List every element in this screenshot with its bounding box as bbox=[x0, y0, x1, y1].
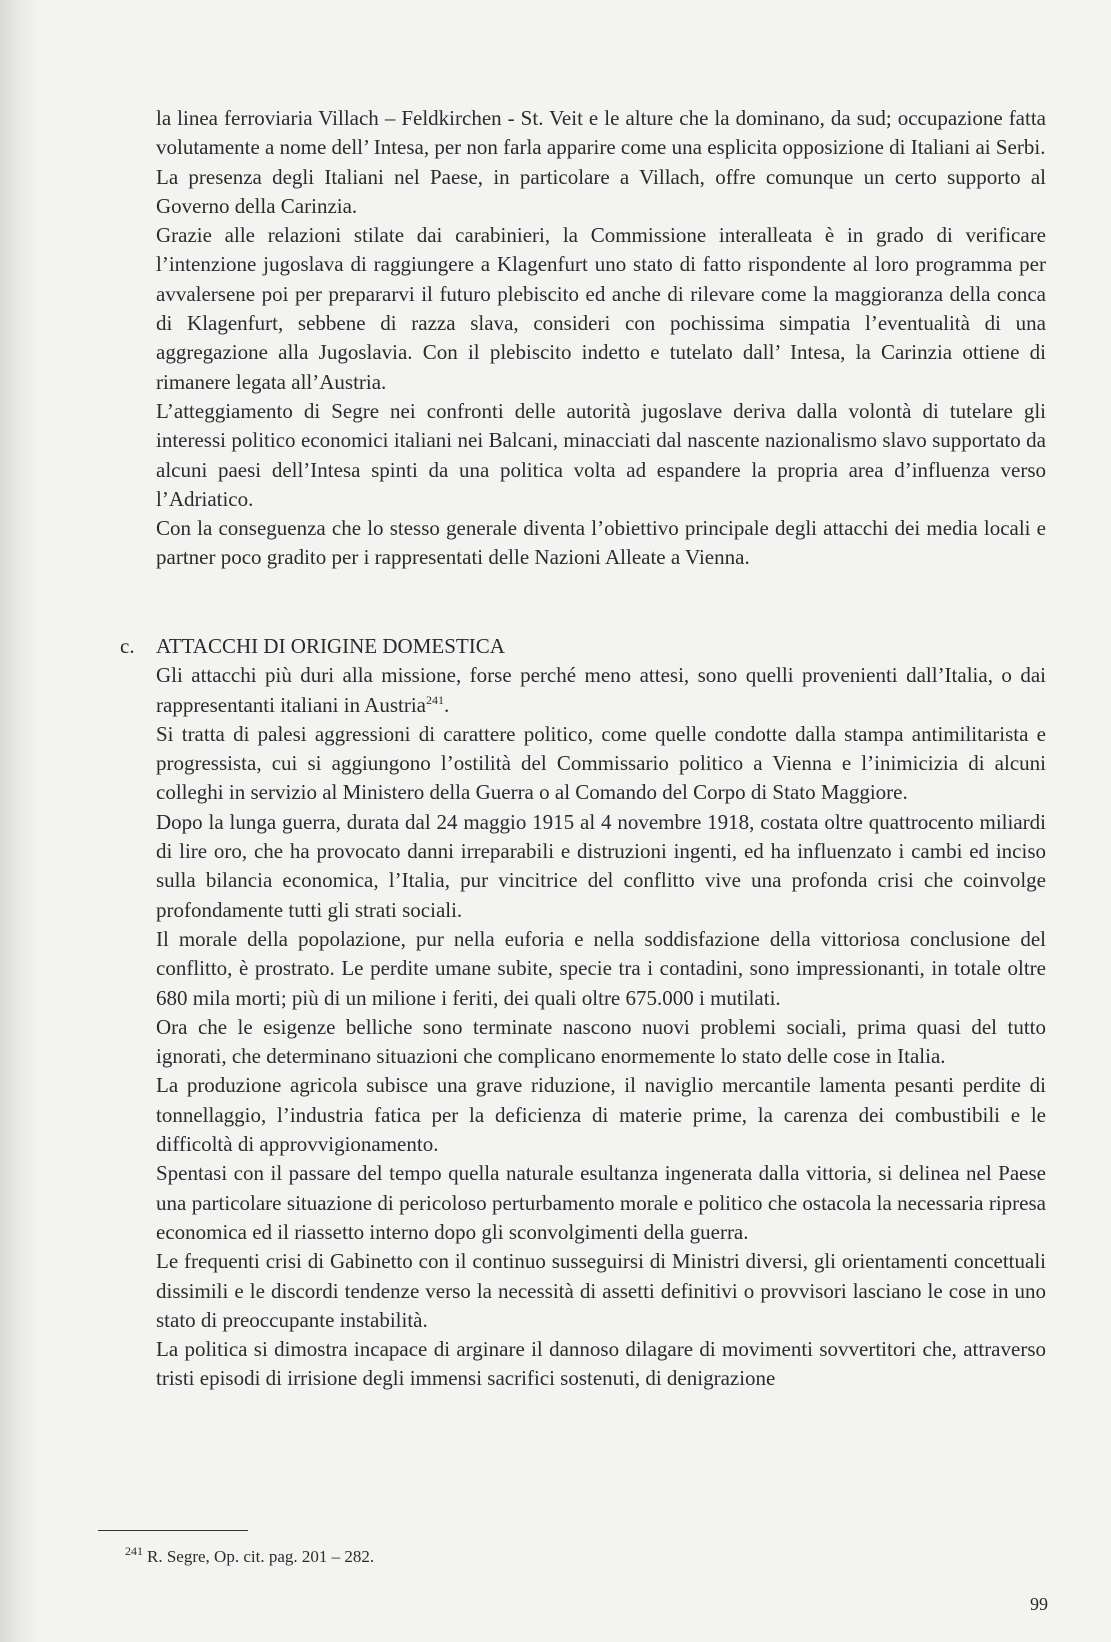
section-heading bbox=[120, 632, 1046, 661]
paragraph: La politica si dimostra incapace di arginare il dannoso dilagare di movimenti sovvertitori che, attraverso tristi episodi di irrisione degli immensi sacrifici sostenuti, di denigrazione bbox=[156, 1337, 1046, 1391]
footnote-number: 241 bbox=[125, 1544, 143, 1559]
paragraph bbox=[156, 661, 1046, 720]
section-letter: c. bbox=[120, 634, 135, 658]
page-gutter-shadow bbox=[0, 0, 40, 1642]
footnote-text: R. Segre, Op. cit. pag. 201 – 282. bbox=[147, 1547, 375, 1566]
paragraph: Dopo la lunga guerra, durata dal 24 maggio 1915 al 4 novembre 1918, costata oltre quattrocento miliardi di lire oro, che ha provocato danni irreparabili e distruzioni ingenti, ed ha influenzato i cambi ed inciso sulla bilancia economica, l’Italia, pur vincitrice del conflitto vive una profonda crisi che coinvolge profondamente tutti gli strati sociali. bbox=[156, 809, 1046, 922]
paragraph: La produzione agricola subisce una grave riduzione, il naviglio mercantile lamenta pesanti perdite di tonnellaggio, l’industria fatica per la deficienza di materie prime, la carenza dei combustibili e le difficoltà di approvvigionamento. bbox=[156, 1073, 1046, 1157]
paragraph: La presenza degli Italiani nel Paese, in particolare a Villach, offre comunque un certo supporto al Governo della Carinzia. bbox=[156, 164, 1046, 218]
paragraph: la linea ferroviaria Villach – Feldkirchen - St. Veit e le alture che la dominano, da sud; occupazione fatta volutamente a nome dell’ Intesa, per non farla apparire come una esplicita opposizione di Italiani ai Serbi. bbox=[156, 106, 1046, 160]
section-title: ATTACCHI DI ORIGINE DOMESTICA bbox=[156, 634, 505, 658]
paragraph: Il morale della popolazione, pur nella euforia e nella soddisfazione della vittoriosa conclusione del conflitto, è prostrato. Le perdite umane subite, specie tra i contadini, sono impressionanti, in totale oltre 680 mila morti; più di un milione i feriti, dei quali oltre 675.000 i mutilati. bbox=[156, 926, 1046, 1010]
paragraph: Con la conseguenza che lo stesso generale diventa l’obiettivo principale degli attacchi dei media locali e partner poco gradito per i rappresentati delle Nazioni Alleate a Vienna. bbox=[156, 516, 1046, 570]
footnote-divider bbox=[98, 1530, 248, 1531]
footnote bbox=[125, 1546, 374, 1568]
page-number: 99 bbox=[1030, 1594, 1048, 1614]
paragraph: Spentasi con il passare del tempo quella naturale esultanza ingenerata dalla vittoria, si delinea nel Paese una particolare situazione di pericoloso perturbamento morale e politico che ostacola la necessaria ripresa economica ed il riassetto interno dopo gli sconvolgimenti della guerra. bbox=[156, 1161, 1046, 1244]
paragraph: Grazie alle relazioni stilate dai carabinieri, la Commissione interalleata è in grado di verificare l’intenzione jugoslava di raggiungere a Klagenfurt uno stato di fatto rispondente al loro programma per avvalersene poi per prepararvi il futuro plebiscito ed anche di rilevare come la maggioranza della conca di Klagenfurt, sebbene di razza slava, consideri con pochissima simpatia l’eventualità di una aggregazione alla Jugoslavia. Con il plebiscito indetto e tutelato dall’ Intesa, la Carinzia ottiene di rimanere legata all’Austria. bbox=[156, 223, 1046, 394]
paragraph: L’atteggiamento di Segre nei confronti delle autorità jugoslave deriva dalla volontà di tutelare gli interessi politico economici italiani nei Balcani, minacciati dal nascente nazionalismo slavo supportato da alcuni paesi dell’Intesa spinti da una politica volta ad espandere la propria area d’influenza verso l’Adriatico. bbox=[156, 398, 1046, 511]
body-text-top bbox=[156, 104, 1046, 573]
paragraph-text: Gli attacchi più duri alla missione, forse perché meno attesi, sono quelli provenienti dall’Italia, o dai rappresentanti italiani in Austria bbox=[156, 663, 1046, 717]
section-body bbox=[156, 661, 1046, 1393]
paragraph: Si tratta di palesi aggressioni di carattere politico, come quelle condotte dalla stampa antimilitarista e progressista, cui si aggiungono l’ostilità del Commissario politico a Vienna e l’inimicizia di alcuni colleghi in servizio al Ministero della Guerra o al Comando del Corpo di Stato Maggiore. bbox=[156, 721, 1046, 805]
paragraph-end: . bbox=[444, 692, 450, 717]
section-c bbox=[120, 632, 1046, 1394]
footnote-reference: 241 bbox=[426, 692, 445, 707]
paragraph: Le frequenti crisi di Gabinetto con il continuo susseguirsi di Ministri diversi, gli orientamenti concettuali dissimili e le discordi tendenze verso la necessità di assetti definitivi o provvisori lasciano le cose in uno stato di preoccupante instabilità. bbox=[156, 1249, 1046, 1332]
paragraph: Ora che le esigenze belliche sono terminate nascono nuovi problemi sociali, prima quasi del tutto ignorati, che determinano situazioni che complicano enormemente lo stato delle cose in Italia. bbox=[156, 1014, 1046, 1069]
